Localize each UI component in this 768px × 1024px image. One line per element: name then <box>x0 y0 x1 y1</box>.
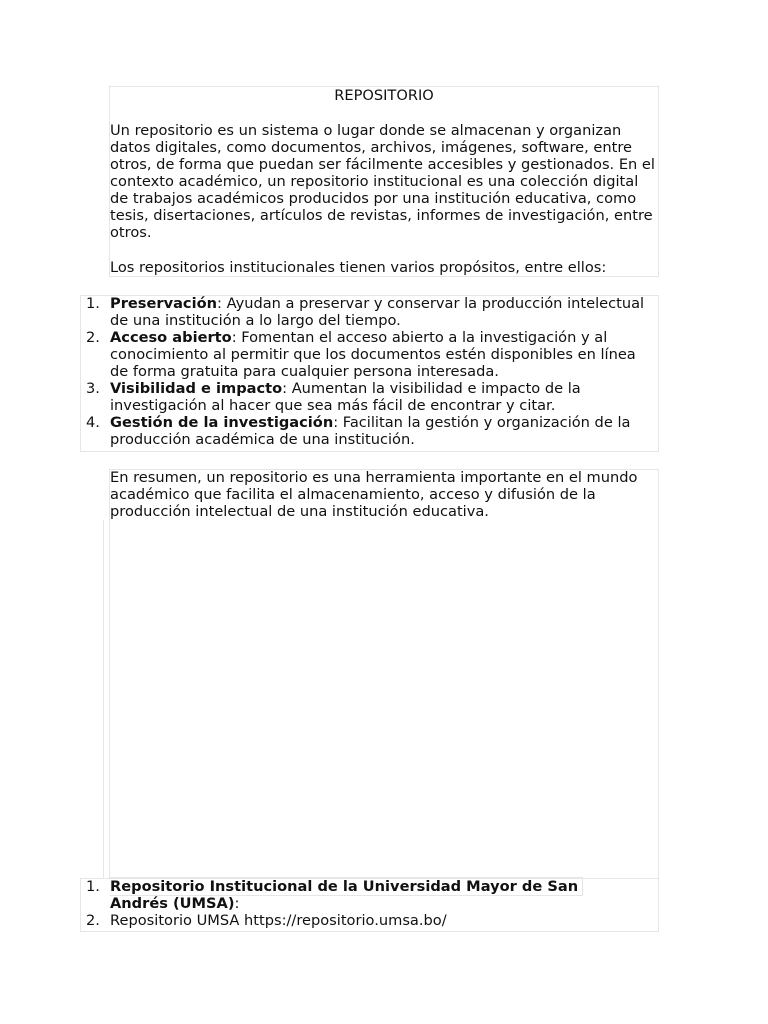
reference-suffix: : <box>234 895 240 912</box>
list-item <box>80 912 655 929</box>
reference-title-line2: Andrés (UMSA) <box>110 895 235 912</box>
list-number: 1. <box>86 295 100 312</box>
document-title: REPOSITORIO <box>334 87 434 104</box>
purpose-text: : Aumentan la visibilidad e impacto de la investigación al hacer que sea más fácil de encontrar y citar. <box>110 380 581 414</box>
list-item <box>80 329 655 380</box>
summary-paragraph: En resumen, un repositorio es una herramienta importante en el mundo académico que facilita el almacenamiento, acceso y difusión de la producción intelectual de una institución educativa. <box>110 469 638 520</box>
intro-paragraph: Un repositorio es un sistema o lugar donde se almacenan y organizan datos digitales, como documentos, archivos, imágenes, software, entre otros, de forma que puedan ser fácilmente accesibles y gestionados. En el contexto académico, un repositorio institucional es una colección digital de trabajos académicos producidos por una institución educativa, como tesis, disertaciones, artículos de revistas, informes de investigación, entre otros. <box>110 122 655 241</box>
purpose-term: Gestión de la investigación <box>110 414 334 431</box>
margin-line <box>103 520 104 878</box>
list-number: 2. <box>86 912 100 929</box>
summary-section <box>109 469 659 879</box>
list-number: 1. <box>86 878 100 895</box>
purposes-intro: Los repositorios institucionales tienen varios propósitos, entre ellos: <box>110 259 607 276</box>
list-item <box>80 295 655 329</box>
references-list <box>80 878 655 929</box>
purpose-term: Acceso abierto <box>110 329 232 346</box>
purpose-text: : Fomentan el acceso abierto a la investigación y al conocimiento al permitir que los documentos estén disponibles en línea de forma gratuita para cualquier persona interesada. <box>110 329 636 380</box>
purposes-list <box>80 295 655 448</box>
list-number: 2. <box>86 329 100 346</box>
purpose-term: Visibilidad e impacto <box>110 380 283 397</box>
list-item <box>80 414 655 448</box>
reference-text: Repositorio UMSA https://repositorio.umsa.bo/ <box>110 912 447 929</box>
purpose-term: Preservación <box>110 295 218 312</box>
list-item <box>80 878 655 912</box>
list-number: 4. <box>86 414 100 431</box>
reference-title-line1: Repositorio Institucional de la Universidad Mayor de San <box>110 877 583 896</box>
purpose-text: : Facilitan la gestión y organización de la producción académica de una institución. <box>110 414 631 448</box>
purpose-text: : Ayudan a preservar y conservar la producción intelectual de una institución a lo largo del tiempo. <box>110 295 645 329</box>
list-item <box>80 380 655 414</box>
list-number: 3. <box>86 380 100 397</box>
